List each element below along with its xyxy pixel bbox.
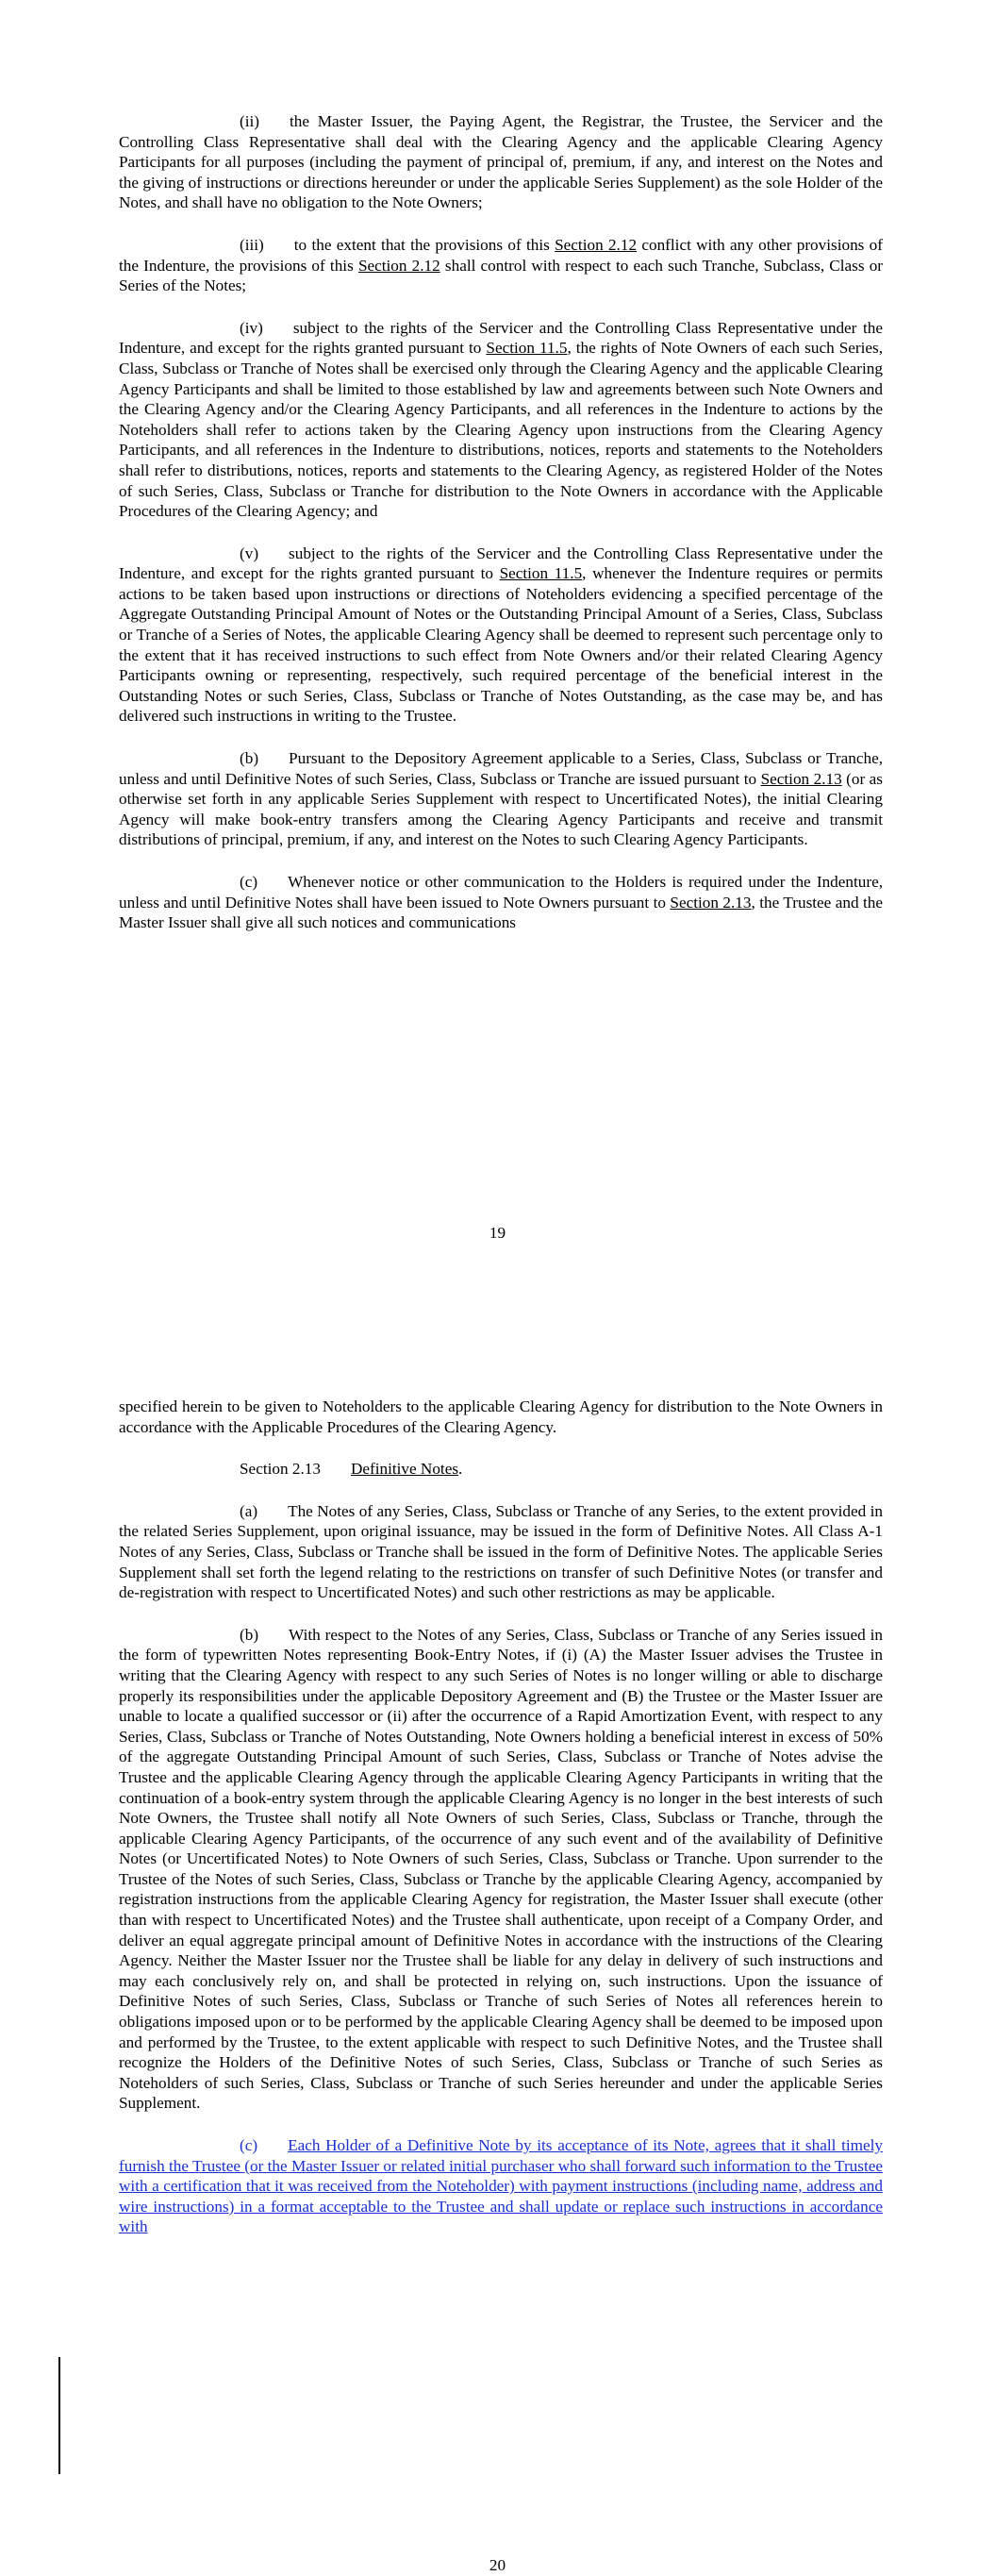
paragraph-text: Each Holder of a Definitive Note by its acceptance of its Note, agrees that it shall timely furnish the Trustee (or the Master Issuer or related initial purchaser who shall forward such information to the Trustee with a certification that it was received from the Noteholder) with payment instructions (including name, address and wire instructions) in a format acceptable to the Trustee and shall update or replace such instructions in accordance with bbox=[119, 2136, 883, 2236]
paragraph-c-inserted bbox=[119, 2135, 883, 2237]
item-number: (iii) bbox=[240, 235, 264, 254]
item-number: (v) bbox=[240, 544, 259, 562]
paragraph-text: subject to the rights of the Servicer and the Controlling Class Representative under the Indenture, and except for the rights granted pursuant to bbox=[119, 318, 883, 358]
section-heading bbox=[119, 1459, 883, 1480]
item-number: (c) bbox=[240, 2136, 258, 2154]
paragraph-text: conflict with any other provisions of the Indenture, the provisions of this bbox=[119, 235, 883, 275]
section-reference: Section 11.5 bbox=[499, 564, 583, 583]
paragraph-text: , the rights of Note Owners of each such Series, Class, Subclass or Tranche of Notes shall be exercised only through the Clearing Agency and the applicable Clearing Agency Participants and shall be limited to those established by law and agreements between such Note Owners and the Clearing Agency and/or the Clearing Agency Participants, and all references in the Indenture to actions by the Noteholders shall refer to actions taken by the Clearing Agency upon instructions from the Clearing Agency Participants, and all references in the Indenture to distributions, notices, reports and statements to the Noteholders shall refer to distributions, notices, reports and statements to the Clearing Agency, as registered Holder of the Notes of such Series, Class, Subclass or Tranche for distribution to the Note Owners in accordance with the Applicable Procedures of the Clearing Agency; and bbox=[119, 339, 883, 521]
paragraph-text: the Master Issuer, the Paying Agent, the Registrar, the Trustee, the Servicer and the Controlling Class Representative shall deal with the Clearing Agency and the applicable Clearing Agency Participants for all purposes (including the payment of principal of, premium, if any, and interest on the Notes and the giving of instructions or directions hereunder or under the applicable Series Supplement) as the sole Holder of the Notes, and shall have no obligation to the Note Owners; bbox=[119, 112, 883, 212]
section-reference: Section 11.5 bbox=[486, 339, 568, 358]
item-number: (a) bbox=[240, 1501, 258, 1520]
paragraph-v bbox=[119, 544, 883, 727]
paragraph-text: Whenever notice or other communication to the Holders is required under the Indenture, unless and until Definitive Notes shall have been issued to Note Owners pursuant to bbox=[119, 873, 883, 912]
section-title-period: . bbox=[458, 1460, 463, 1479]
paragraph-a bbox=[119, 1501, 883, 1603]
paragraph-text: Pursuant to the Depository Agreement applicable to a Series, Class, Subclass or Tranche, unless and until Definitive Notes of such Series, Class, Subclass or Tranche are issued pursuant to bbox=[119, 749, 883, 788]
paragraph-text: The Notes of any Series, Class, Subclass or Tranche of any Series, to the extent provided in the related Series Supplement, upon original issuance, may be issued in the form of Definitive Notes. All Class A-1 Notes of any Series, Class, Subclass or Tranche shall be issued in the form of Definitive Notes. The applicable Series Supplement shall set forth the legend relating to the restrictions on transfer of such Definitive Notes (or transfer and de-registration with respect to Uncertificated Notes) and such other restrictions as may be applicable. bbox=[119, 1501, 883, 1602]
section-title: Definitive Notes bbox=[350, 1460, 459, 1479]
paragraph-text: With respect to the Notes of any Series, Class, Subclass or Tranche of any Series issued in the form of typewritten Notes representing Book-Entry Notes, if (i) (A) the Master Issuer advises the Trustee in writing that the Clearing Agency with respect to any such Series of Notes is no longer willing or able to discharge properly its responsibilities under the applicable Depository Agreement and (B) the Trustee or the Master Issuer are unable to locate a qualified successor or (ii) after the occurrence of a Rapid Amortization Event, with respect to any Series, Class, Subclass or Tranche of Notes Outstanding, Note Owners holding a beneficial interest in excess of 50% of the aggregate Outstanding Principal Amount of such Series, Class, Subclass or Tranche of Notes advise the Trustee and the applicable Clearing Agency through the applicable Clearing Agency Participants in writing that the continuation of a book-entry system through the applicable Clearing Agency is no longer in the best interests of such Note Owners, the Trustee shall notify all Note Owners of such Series, Class, Subclass or Tranche, through the applicable Clearing Agency Participants, of the occurrence of any such event and of the availability of Definitive Notes (or Uncertificated Notes) to Note Owners of such Series, Class, Subclass or Tranche. Upon surrender to the Trustee of the Notes of such Series, Class, Subclass or Tranche by the applicable Clearing Agency, accompanied by registration instructions from the applicable Clearing Agency for registration, the Master Issuer shall execute (other than with respect to Uncertificated Notes) and the Trustee shall authenticate, upon receipt of a Company Order, and deliver an equal aggregate principal amount of Definitive Notes in accordance with the instructions of the Clearing Agency. Neither the Master Issuer nor the Trustee shall be liable for any delay in delivery of such instructions and may each conclusively rely on, and shall be protected in relying on, such instructions. Upon the issuance of Definitive Notes of such Series, Class, Subclass or Tranche of such Series of Notes all references herein to obligations imposed upon or to be performed by the applicable Clearing Agency shall be deemed to be imposed upon and performed by the Trustee, to the extent applicable with respect to such Definitive Notes, and the Trustee shall recognize the Holders of the Definitive Notes of such Series, Class, Subclass or Tranche of such Series as Noteholders of such Series, Class, Subclass or Tranche of such Series hereunder and under the applicable Series Supplement. bbox=[119, 1625, 883, 2113]
change-bar bbox=[58, 2357, 60, 2474]
section-label: Section 2.13 bbox=[240, 1460, 321, 1479]
paragraph-ii bbox=[119, 111, 883, 213]
continuation-paragraph: specified herein to be given to Noteholders to the applicable Clearing Agency for distribution to the Note Owners in accordance with the Applicable Procedures of the Clearing Agency. bbox=[119, 1397, 883, 1436]
paragraph-iv bbox=[119, 318, 883, 522]
page-19-body bbox=[119, 111, 883, 955]
paragraph-text: , whenever the Indenture requires or permits actions to be taken based upon instructions or directions of Noteholders evidencing a specified percentage of the Aggregate Outstanding Principal Amount of Notes or the Outstanding Principal Amount of a Series, Class, Subclass or Tranche of a Series of Notes, the applicable Clearing Agency shall be deemed to represent such percentage only to the extent that it has received instructions to such effect from Note Owners and/or their related Clearing Agency Participants owning or representing, respectively, such required percentage of the beneficial interest in the Outstanding Notes or such Series, Class, Subclass or Tranche of Notes Outstanding, as the case may be, and has delivered such instructions in writing to the Trustee. bbox=[119, 564, 883, 726]
item-number: (ii) bbox=[240, 112, 259, 130]
page-20-body bbox=[119, 1397, 883, 2259]
item-number: (b) bbox=[240, 749, 259, 768]
section-reference: Section 2.13 bbox=[670, 893, 752, 912]
page-number: 20 bbox=[489, 2556, 506, 2574]
paragraph-text: (or as otherwise set forth in any applicable Series Supplement with respect to Uncertificated Notes), the initial Clearing Agency will make book-entry transfers among the Clearing Agency Participants and receive and transmit distributions of principal, premium, if any, and interest on the Notes to such Clearing Agency Participants. bbox=[119, 769, 883, 849]
paragraph-c bbox=[119, 872, 883, 933]
paragraph-iii bbox=[119, 235, 883, 296]
item-number: (c) bbox=[240, 873, 258, 891]
paragraph-text: to the extent that the provisions of this bbox=[293, 235, 556, 254]
paragraph-b bbox=[119, 1625, 883, 2114]
page-number: 19 bbox=[489, 1224, 506, 1242]
page-20 bbox=[0, 1397, 995, 2576]
section-reference: Section 2.13 bbox=[760, 769, 842, 788]
paragraph-b bbox=[119, 748, 883, 850]
paragraph-text: , the Trustee and the Master Issuer shall give all such notices and communications bbox=[119, 893, 883, 932]
paragraph-text: subject to the rights of the Servicer and the Controlling Class Representative under the Indenture, and except for the rights granted pursuant to bbox=[119, 544, 883, 583]
item-number: (iv) bbox=[240, 318, 263, 337]
paragraph-text: shall control with respect to each such Tranche, Subclass, Class or Series of the Notes; bbox=[119, 256, 884, 295]
page-19 bbox=[0, 0, 995, 1283]
section-reference: Section 2.12 bbox=[555, 235, 638, 254]
section-reference: Section 2.12 bbox=[357, 256, 440, 275]
item-number: (b) bbox=[240, 1625, 259, 1644]
